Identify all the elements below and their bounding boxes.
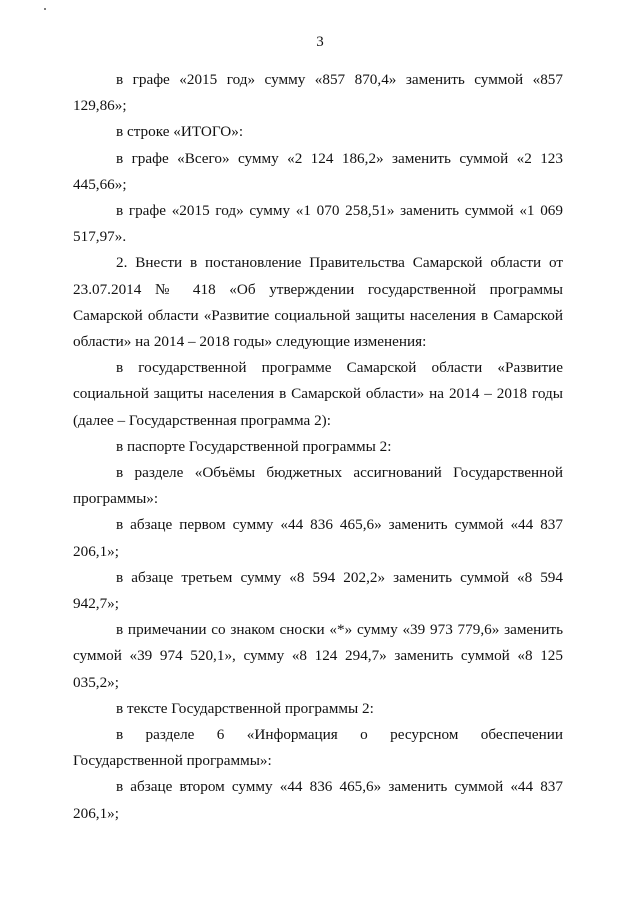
paragraph: в графе «2015 год» сумму «1 070 258,51» заменить суммой «1 069 517,97». [73,202,563,246]
document-body [73,67,563,827]
paragraph: в абзаце третьем сумму «8 594 202,2» заменить суммой «8 594 942,7»; [73,568,563,613]
paragraph: в графе «2015 год» сумму «857 870,4» заменить суммой «857 129,86»; [73,71,563,115]
paragraph: 2. Внести в постановление Правительства Самарской области от 23.07.2014 № 418 «Об утверждении государственной программы Самарской области «Развитие социальной защиты населения в Самарской области» на 2014 – 2018 годы» следующие изменения: [73,254,563,351]
paragraph: в абзаце втором сумму «44 836 465,6» заменить суммой «44 837 206,1»; [73,778,563,822]
paragraph: в разделе 6 «Информация о ресурсном обеспечении Государственной программы»: [73,726,563,770]
paragraph: в строке «ИТОГО»: [116,123,244,141]
page-number: 3 [316,34,324,50]
paragraph: в графе «Всего» сумму «2 124 186,2» заменить суммой «2 123 445,66»; [73,149,563,193]
paragraph: в тексте Государственной программы 2: [116,699,374,717]
paragraph: в государственной программе Самарской области «Развитие социальной защиты населения в Самарской области» на 2014 – 2018 годы (далее – Государственная программа 2): [73,359,563,429]
paragraph: в разделе «Объёмы бюджетных ассигнований Государственной программы»: [73,464,563,508]
paragraph: в паспорте Государственной программы 2: [116,437,392,455]
paragraph: в примечании со знаком сноски «*» сумму «39 973 779,6» заменить суммой «39 974 520,1», сумму «8 124 294,7» заменить суммой «8 125 035,2»; [73,621,563,691]
scan-speck [44,8,46,10]
paragraph: в абзаце первом сумму «44 836 465,6» заменить суммой «44 837 206,1»; [73,516,563,560]
